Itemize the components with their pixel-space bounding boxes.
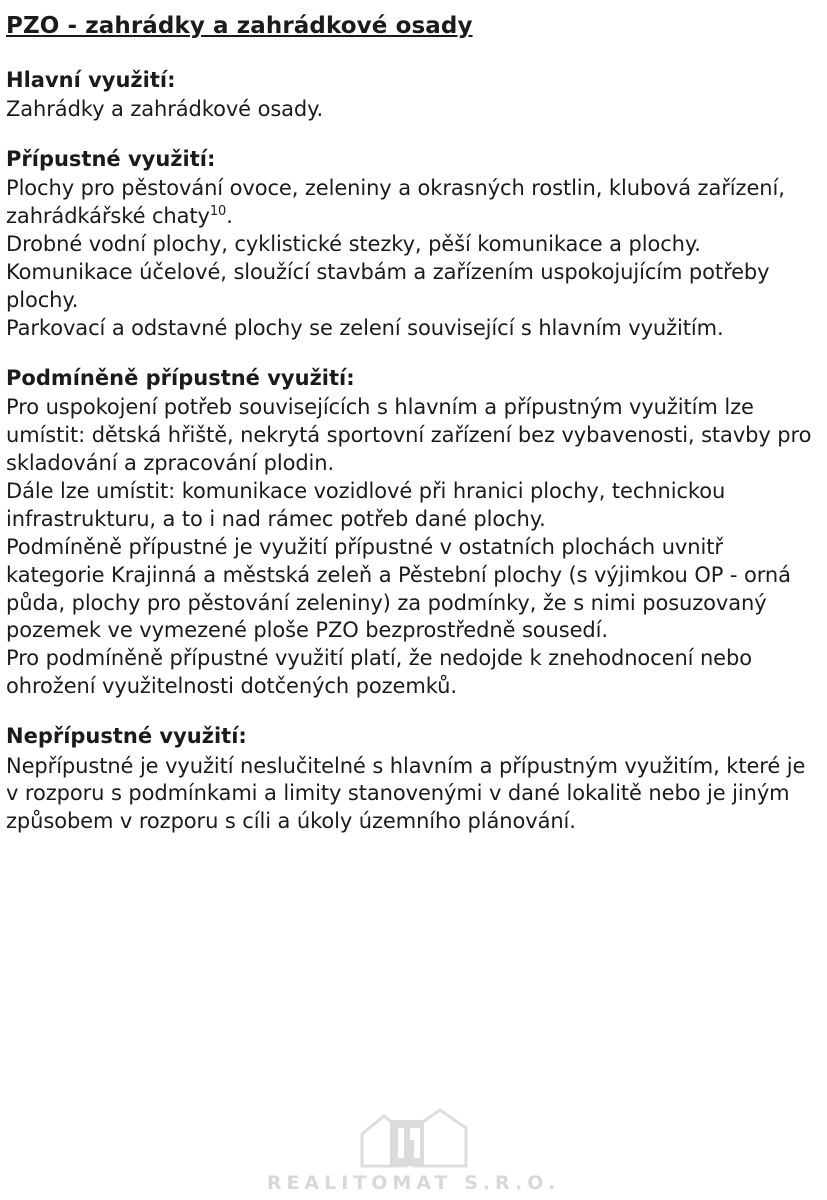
section-hlavni-vyuziti — [6, 67, 817, 124]
section-paragraph: Drobné vodní plochy, cyklistické stezky, pěší komunikace a plochy. — [6, 232, 701, 257]
section-paragraph — [6, 175, 817, 231]
watermark-text: REALITOMAT S.R.O. — [266, 1172, 561, 1194]
section-paragraph: Pro podmíněně přípustné využití platí, že nedojde k znehodnocení nebo ohrožení využitelnosti dotčených pozemků. — [6, 646, 752, 699]
page-title: PZO - zahrádky a zahrádkové osady — [6, 13, 473, 39]
section-heading: Hlavní využití: — [6, 67, 176, 92]
section-paragraph: Zahrádky a zahrádkové osady. — [6, 97, 324, 122]
paragraph-text: Plochy pro pěstování ovoce, zeleniny a okrasných rostlin, klubová zařízení, zahrádkářské chaty — [6, 176, 785, 229]
section-paragraph: Parkovací a odstavné plochy se zelení související s hlavním využitím. — [6, 315, 724, 340]
section-paragraph: Pro uspokojení potřeb souvisejících s hlavním a přípustným využitím lze umístit: dětská hřiště, nekrytá sportovní zařízení bez vybavenosti, stavby pro skladování a zpracování plodin. — [6, 395, 812, 475]
footnote-marker: 10 — [209, 204, 227, 220]
section-heading: Podmíněně přípustné využití: — [6, 365, 355, 390]
section-heading: Přípustné využití: — [6, 146, 216, 171]
footnote-suffix: . — [226, 204, 233, 229]
section-paragraph: Podmíněně přípustné je využití přípustné v ostatních plochách uvnitř kategorie Krajinná a městská zeleň a Pěstební plochy (s výjimkou OP - orná půda, plochy pro pěstování zeleniny) za podmínky, že s nimi posuzovaný pozemek ve vymezené ploše PZO bezprostředně sousedí. — [6, 534, 791, 643]
house-logo-icon — [354, 1104, 474, 1170]
section-nepripustne-vyuziti — [6, 723, 817, 836]
section-heading: Nepřípustné využití: — [6, 724, 247, 749]
section-paragraph: Nepřípustné je využití neslučitelné s hlavním a přípustným využitím, které je v rozporu s podmínkami a limity stanovenými v dané lokalitě nebo je jiným způsobem v rozporu s cíli a úkoly územního plánování. — [6, 753, 806, 834]
watermark — [259, 1104, 569, 1194]
section-pripustne-vyuziti — [6, 146, 817, 343]
section-podminene-pripustne-vyuziti — [6, 365, 817, 701]
section-paragraph: Dále lze umístit: komunikace vozidlové při hranici plochy, technickou infrastrukturu, a to i nad rámec potřeb dané plochy. — [6, 478, 726, 531]
section-paragraph: Komunikace účelové, sloužící stavbám a zařízením uspokojujícím potřeby plochy. — [6, 260, 770, 312]
